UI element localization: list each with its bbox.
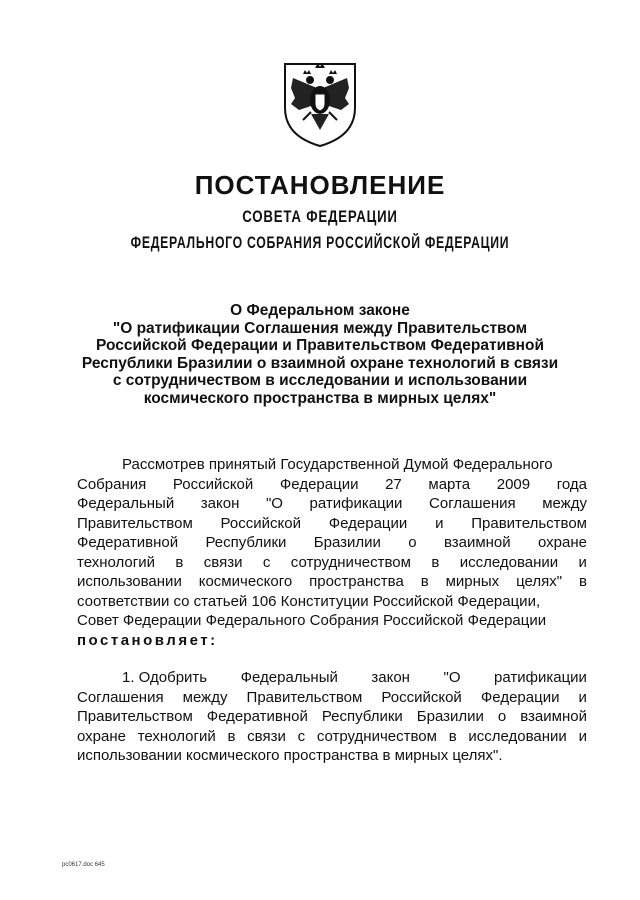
text-line: [77, 631, 587, 651]
word: Собрания: [77, 475, 147, 493]
word: связи: [247, 727, 286, 745]
word: Республики: [321, 708, 403, 725]
text-segment: соответствии со статьей 106 Конституции Российской Федерации,: [77, 592, 541, 610]
word: 1. Одобрить: [122, 669, 208, 686]
word: марта: [428, 475, 471, 493]
word: Федерации: [480, 688, 560, 706]
word: ратификации: [494, 669, 587, 686]
text-line: [77, 592, 587, 612]
word: мирных: [445, 573, 500, 590]
text-line: [77, 533, 587, 553]
word: взаимной: [520, 708, 587, 725]
issuer-line-2: ФЕДЕРАЛЬНОГО СОБРАНИЯ РОССИЙСКОЙ ФЕДЕРАЦИИ: [130, 233, 510, 252]
word: Российской: [172, 475, 254, 493]
word: 2009: [496, 475, 531, 493]
paragraph-item-1: [77, 668, 587, 766]
word: пространства: [309, 573, 404, 590]
word: в: [175, 553, 184, 571]
text-segment: Рассмотрев принятый Государственной Думой Федерального: [122, 456, 553, 473]
text-line: [77, 727, 587, 747]
text-line: [77, 572, 587, 592]
word: закон: [371, 669, 410, 686]
word: "О: [265, 495, 283, 512]
word: между: [182, 688, 228, 706]
word: 27: [385, 475, 402, 493]
word: технологий: [137, 727, 216, 745]
word: использовании: [77, 573, 182, 590]
text-line: [77, 688, 587, 708]
text-line: [77, 494, 587, 514]
word: и: [578, 727, 587, 745]
word: Республики: [205, 534, 287, 551]
text-segment: Совет Федерации Федерального Собрания Российской Федерации: [77, 612, 547, 629]
word: Федерации: [328, 514, 408, 532]
word: и: [578, 688, 587, 706]
word: Федерации: [279, 475, 359, 493]
word: о: [408, 534, 417, 551]
word: Правительством: [471, 514, 587, 532]
word: в: [227, 727, 236, 745]
text-line: [77, 553, 587, 573]
word: взаимной: [443, 534, 511, 551]
word: технологий: [77, 553, 156, 571]
issuer-line-1: СОВЕТА ФЕДЕРАЦИИ: [242, 207, 398, 226]
resolution-body: [77, 455, 587, 766]
text-line: [77, 746, 587, 766]
word: сотрудничеством: [290, 553, 411, 571]
word: Российской: [381, 688, 462, 706]
subject-line: Российской Федерации и Правительством Федеративной: [96, 337, 544, 354]
text-line: [77, 611, 587, 631]
document-title: ПОСТАНОВЛЕНИЕ: [194, 170, 446, 200]
word: Соглашения: [429, 495, 516, 512]
subject-line: с сотрудничеством в исследовании и использовании: [112, 372, 528, 389]
word: "О: [443, 669, 461, 686]
word: и: [578, 553, 587, 571]
text-line: [77, 668, 587, 688]
word: космического: [198, 573, 293, 590]
word: Правительством: [77, 708, 193, 725]
subject-line: О Федеральном законе: [230, 302, 410, 319]
coat-of-arms-emblem-icon: [281, 58, 359, 148]
word: исследовании: [459, 553, 559, 571]
word: связи: [203, 553, 243, 571]
text-line: [77, 514, 587, 534]
word: исследовании: [468, 727, 567, 745]
text-segment: использовании космического пространства в мирных целях".: [77, 747, 503, 764]
word: и: [435, 514, 444, 532]
word: в: [431, 553, 440, 571]
resolution-subject: [60, 302, 580, 407]
decree-word: постановляет:: [77, 631, 218, 649]
file-reference: pc0617.doc 645: [62, 862, 105, 868]
subject-line: космического пространства в мирных целях": [143, 389, 497, 407]
subject-line: "О ратификации Соглашения между Правительством: [112, 319, 528, 337]
word: Бразилии: [313, 534, 381, 551]
paragraph-preamble: [77, 455, 587, 650]
word: года: [556, 475, 587, 493]
word: охране: [538, 534, 587, 551]
word: сотрудничеством: [316, 727, 437, 745]
text-line: [77, 475, 587, 495]
word: Федеральный: [240, 669, 338, 686]
word: целях": [516, 573, 563, 590]
word: с: [297, 727, 306, 745]
word: Федеративной: [77, 534, 179, 551]
word: Федеральный: [77, 495, 175, 512]
word: Бразилии: [416, 708, 484, 725]
word: Правительством: [77, 514, 193, 532]
word: ратификации: [309, 495, 403, 512]
text-line: [77, 707, 587, 727]
word: о: [497, 708, 507, 725]
word: в: [448, 727, 457, 745]
text-line: [77, 455, 587, 475]
word: с: [262, 553, 271, 571]
word: закон: [200, 495, 240, 512]
word: в: [420, 573, 429, 590]
word: Правительством: [246, 688, 363, 706]
word: охране: [77, 727, 126, 745]
word: в: [578, 573, 587, 590]
word: между: [542, 495, 587, 512]
word: Соглашения: [77, 688, 164, 706]
word: Федеративной: [206, 708, 308, 725]
subject-line: Республики Бразилии о взаимной охране технологий в связи: [81, 354, 559, 372]
word: Российской: [220, 514, 301, 532]
